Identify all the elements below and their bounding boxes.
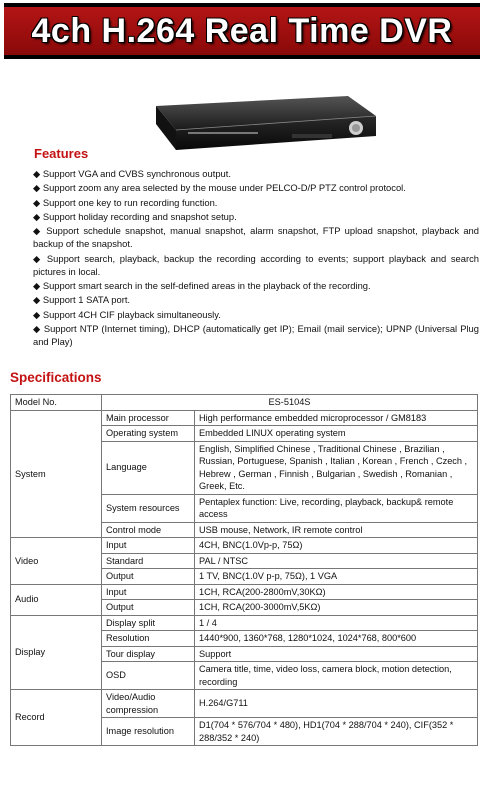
spec-value: PAL / NTSC: [195, 553, 478, 569]
spec-value: Pentaplex function: Live, recording, playback, backup& remote access: [195, 494, 478, 522]
dvr-product-image: [142, 92, 378, 152]
table-row: [11, 395, 478, 411]
spec-name: Resolution: [102, 631, 195, 647]
table-row: [11, 538, 478, 554]
spec-value: USB mouse, Network, IR remote control: [195, 522, 478, 538]
spec-name: Language: [102, 441, 195, 494]
audio-category: Audio: [11, 584, 102, 615]
spec-value: D1(704 * 576/704 * 480), HD1(704 * 288/704 * 240), CIF(352 * 288/352 * 240): [195, 718, 478, 746]
record-category: Record: [11, 690, 102, 746]
spec-name: Standard: [102, 553, 195, 569]
list-item: ◆ Support schedule snapshot, manual snapshot, alarm snapshot, FTP upload snapshot, playback and backup of the snapshot.: [33, 225, 479, 250]
spec-value: 1CH, RCA(200-3000mV,5KΩ): [195, 600, 478, 616]
spec-name: Image resolution: [102, 718, 195, 746]
list-item: ◆ Support 4CH CIF playback simultaneously.: [33, 308, 221, 320]
spec-name: Display split: [102, 615, 195, 631]
spec-name: Input: [102, 584, 195, 600]
spec-value: 4CH, BNC(1.0Vp-p, 75Ω): [195, 538, 478, 554]
title-banner: [4, 3, 480, 59]
spec-value: Camera title, time, video loss, camera block, motion detection, recording: [195, 662, 478, 690]
features-list: [33, 167, 479, 349]
model-label: Model No.: [11, 395, 102, 411]
specifications-heading: Specifications: [10, 370, 102, 385]
spec-value: 1440*900, 1360*768, 1280*1024, 1024*768, 800*600: [195, 631, 478, 647]
table-row: [11, 410, 478, 426]
spec-name: System resources: [102, 494, 195, 522]
spec-value: English, Simplified Chinese , Traditional Chinese , Brazilian , Russian, Portuguese, Spanish , Italian , Korean , French , Czech , Hebrew , German , Finnish , Bulgarian , Swedish , Romanian , Greek, Etc.: [195, 441, 478, 494]
spec-name: Tour display: [102, 646, 195, 662]
table-row: [11, 690, 478, 718]
list-item: ◆ Support smart search in the self-defined areas in the playback of the recording.: [33, 280, 371, 291]
spec-name: Operating system: [102, 426, 195, 442]
page-title: 4ch H.264 Real Time DVR: [31, 11, 453, 50]
list-item: ◆ Support 1 SATA port.: [33, 294, 131, 306]
spec-value: 1 / 4: [195, 615, 478, 631]
spec-value: 1CH, RCA(200-2800mV,30KΩ): [195, 584, 478, 600]
list-item: ◆ Support NTP (Internet timing), DHCP (automatically get IP); Email (mail service); UPNP (Universal Plug and Play): [33, 322, 479, 347]
spec-name: Video/Audio compression: [102, 690, 195, 718]
table-row: [11, 615, 478, 631]
list-item: ◆ Support zoom any area selected by the mouse under PELCO-D/P PTZ control protocol.: [33, 182, 406, 194]
spec-value: 1 TV, BNC(1.0V p-p, 75Ω), 1 VGA: [195, 569, 478, 585]
video-category: Video: [11, 538, 102, 585]
spec-name: Input: [102, 538, 195, 554]
spec-name: Main processor: [102, 410, 195, 426]
spec-value: Support: [195, 646, 478, 662]
spec-value: High performance embedded microprocessor / GM8183: [195, 410, 478, 426]
spec-name: OSD: [102, 662, 195, 690]
list-item: ◆ Support one key to run recording function.: [33, 196, 218, 208]
model-value: ES-5104S: [102, 395, 478, 411]
spec-value: Embedded LINUX operating system: [195, 426, 478, 442]
specifications-table: [10, 394, 478, 746]
list-item: ◆ Support search, playback, backup the recording according to events; support playback and search pictures in local.: [33, 252, 479, 277]
spec-name: Output: [102, 569, 195, 585]
features-heading: Features: [34, 146, 89, 161]
table-row: [11, 584, 478, 600]
list-item: ◆ Support holiday recording and snapshot setup.: [33, 210, 237, 222]
spec-name: Output: [102, 600, 195, 616]
spec-value: H.264/G711: [195, 690, 478, 718]
system-category: System: [11, 410, 102, 538]
list-item: ◆ Support VGA and CVBS synchronous output.: [33, 168, 231, 179]
display-category: Display: [11, 615, 102, 690]
spec-name: Control mode: [102, 522, 195, 538]
